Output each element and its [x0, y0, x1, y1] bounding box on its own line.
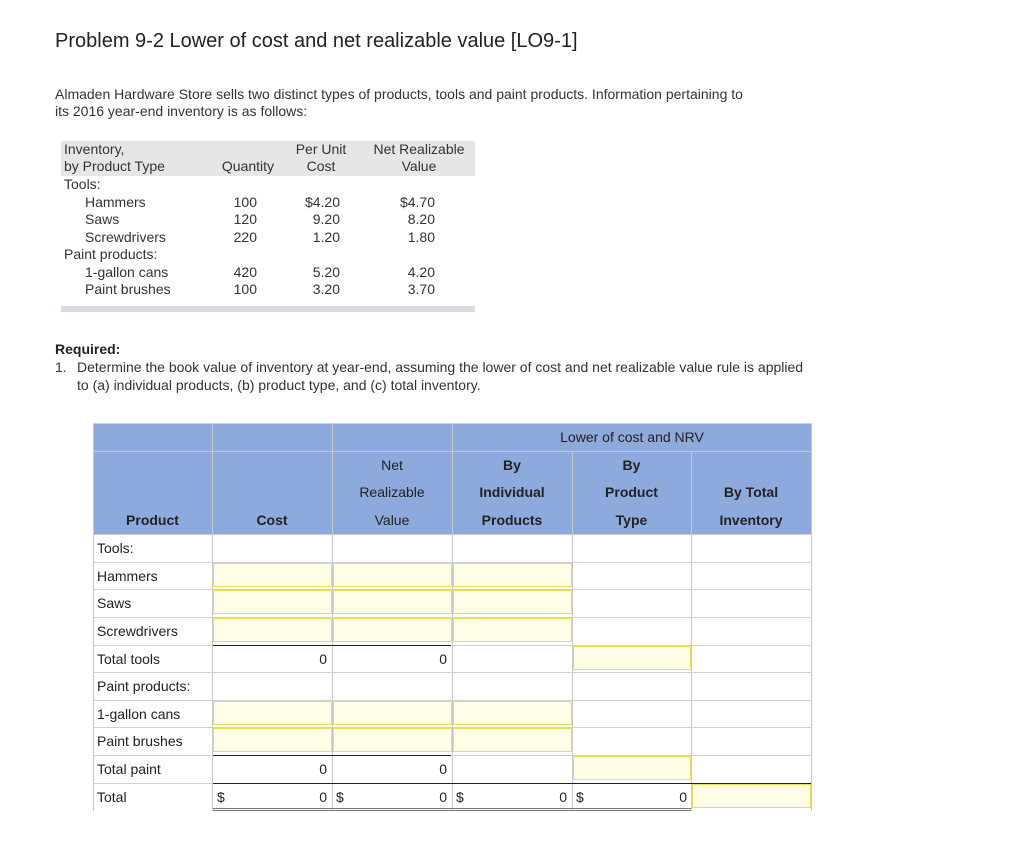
row-label-paint-brushes: Paint brushes — [97, 733, 183, 749]
col-header-nrv-3: Value — [374, 512, 410, 528]
screwdrivers-individual-input[interactable] — [453, 618, 572, 642]
info-row-name: Hammers — [85, 194, 146, 210]
total-tools-cost: 0 — [319, 651, 327, 667]
col-header-individual-2: Individual — [479, 484, 545, 500]
row-label-1-gallon-cans: 1-gallon cans — [97, 706, 181, 722]
group-header-lower-of-cost: Lower of cost and NRV — [560, 429, 704, 445]
info-row-nrv: 8.20 — [407, 211, 435, 227]
header-cost-line2: Cost — [306, 158, 336, 174]
cans-cost-input[interactable] — [213, 701, 332, 725]
row-label-paint-products: Paint products: — [97, 678, 191, 694]
requirement-1 — [55, 358, 815, 394]
group-paint: Paint products: — [64, 246, 158, 262]
total-individual: 0 — [559, 789, 567, 805]
requirement-number: 1. — [55, 359, 67, 375]
row-label-total-tools: Total tools — [97, 651, 161, 667]
total-individual-dollar: $ — [456, 789, 464, 805]
header-type-line1: Inventory, — [64, 141, 125, 157]
total-nrv: 0 — [439, 789, 447, 805]
total-double-underline — [213, 808, 691, 811]
col-header-individual-3: Products — [481, 512, 543, 528]
page-title: Problem 9-2 Lower of cost and net realizable value [LO9-1] — [55, 30, 578, 52]
header-quantity: Quantity — [221, 158, 275, 174]
info-row-qty: 120 — [233, 211, 257, 227]
info-row-name: Saws — [85, 211, 120, 227]
saws-individual-input[interactable] — [453, 590, 572, 614]
col-header-individual-1: By — [503, 457, 521, 473]
intro-paragraph: Almaden Hardware Store sells two distinct types of products, tools and paint products. Information pertaining to its 2016 year-end inventory is as follows: — [55, 86, 743, 119]
row-label-screwdrivers: Screwdrivers — [97, 623, 178, 639]
total-nrv-dollar: $ — [336, 789, 344, 805]
screwdrivers-nrv-input[interactable] — [333, 618, 452, 642]
header-type-line2: by Product Type — [64, 158, 165, 174]
col-header-total-1: By Total — [723, 484, 779, 500]
info-row-cost: $4.20 — [304, 194, 340, 210]
info-row-qty: 420 — [233, 264, 257, 280]
cans-individual-input[interactable] — [453, 701, 572, 725]
col-header-cost: Cost — [256, 512, 288, 528]
info-row-name: Paint brushes — [85, 281, 171, 297]
info-row-nrv: $4.70 — [399, 194, 435, 210]
total-tools-nrv: 0 — [439, 651, 447, 667]
header-nrv-line2: Value — [401, 158, 437, 174]
total-inventory-input[interactable] — [692, 784, 811, 808]
total-cost: 0 — [319, 789, 327, 805]
total-type-dollar: $ — [576, 789, 584, 805]
grid-hline — [93, 451, 812, 452]
info-row-name: Screwdrivers — [85, 229, 166, 245]
saws-nrv-input[interactable] — [333, 590, 452, 614]
cans-nrv-input[interactable] — [333, 701, 452, 725]
saws-cost-input[interactable] — [213, 590, 332, 614]
info-row-cost: 9.20 — [312, 211, 340, 227]
col-header-type-3: Type — [615, 512, 648, 528]
inventory-info-table — [61, 141, 475, 312]
row-label-saws: Saws — [97, 595, 132, 611]
info-row-cost: 5.20 — [312, 264, 340, 280]
grid-hline — [93, 672, 812, 673]
info-row-qty: 220 — [233, 229, 257, 245]
col-header-total-2: Inventory — [719, 512, 783, 528]
info-row-nrv: 1.80 — [407, 229, 435, 245]
header-nrv-line1: Net Realizable — [373, 141, 465, 157]
hammers-individual-input[interactable] — [453, 563, 572, 587]
col-header-nrv-1: Net — [381, 457, 403, 473]
requirement-text: Determine the book value of inventory at year-end, assuming the lower of cost and net realizable value rule is applied to (a) individual products, (b) product type, and (c) total inventory. — [77, 359, 804, 393]
info-row-cost: 3.20 — [312, 281, 340, 297]
total-paint-type-input[interactable] — [573, 756, 691, 780]
hammers-cost-input[interactable] — [213, 563, 332, 587]
screwdrivers-cost-input[interactable] — [213, 618, 332, 642]
grid-vline — [691, 451, 692, 811]
total-type: 0 — [679, 789, 687, 805]
row-label-hammers: Hammers — [97, 568, 158, 584]
col-header-type-1: By — [622, 457, 641, 473]
info-row-qty: 100 — [233, 281, 257, 297]
hammers-nrv-input[interactable] — [333, 563, 452, 587]
group-tools: Tools: — [64, 176, 101, 192]
info-row-cost: 1.20 — [312, 229, 340, 245]
brushes-individual-input[interactable] — [453, 728, 572, 752]
row-label-tools: Tools: — [97, 540, 134, 556]
total-tools-rule — [213, 645, 451, 646]
info-row-name: 1-gallon cans — [85, 264, 169, 280]
col-header-nrv-2: Realizable — [359, 484, 425, 500]
grid-hline — [93, 645, 812, 646]
total-cost-dollar: $ — [217, 789, 225, 805]
info-row-nrv: 4.20 — [407, 264, 435, 280]
col-header-product: Product — [126, 512, 179, 528]
brushes-nrv-input[interactable] — [333, 728, 452, 752]
info-table-bottom-bar — [61, 306, 475, 312]
row-label-total-paint: Total paint — [97, 761, 161, 777]
row-label-total: Total — [97, 789, 127, 805]
grid-hline — [93, 423, 812, 424]
col-header-type-2: Product — [605, 484, 658, 500]
total-paint-rule — [213, 755, 451, 756]
info-row-qty: 100 — [233, 194, 257, 210]
answer-grid — [93, 423, 812, 811]
grid-hline — [93, 755, 812, 756]
header-cost-line1: Per Unit — [295, 141, 347, 157]
total-paint-cost: 0 — [319, 761, 327, 777]
brushes-cost-input[interactable] — [213, 728, 332, 752]
grid-hline — [93, 534, 812, 535]
required-heading: Required: — [55, 341, 121, 357]
total-paint-nrv: 0 — [439, 761, 447, 777]
info-row-nrv: 3.70 — [407, 281, 435, 297]
total-tools-type-input[interactable] — [573, 646, 691, 670]
